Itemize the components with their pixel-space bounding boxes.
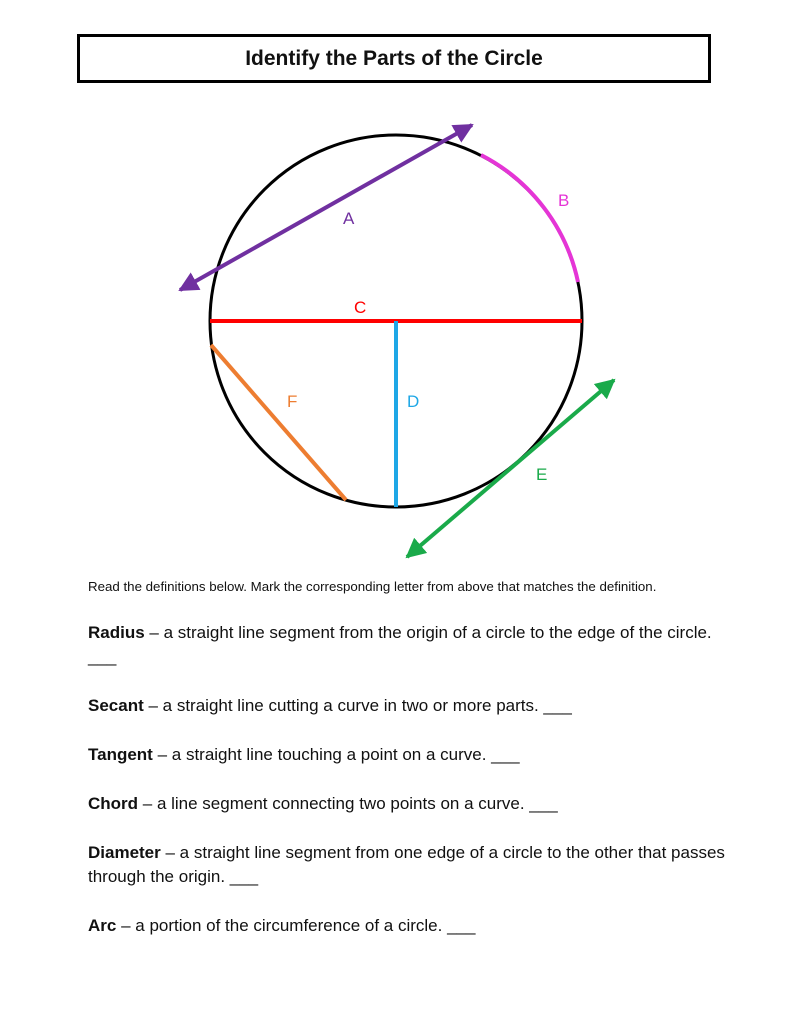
definition-term: Secant [88,696,144,715]
label-e: E [536,465,548,484]
definition-text: – a straight line cutting a curve in two or more parts. ___ [143,696,572,715]
definition-term: Arc [88,916,117,935]
label-a: A [343,209,355,228]
label-d: D [407,392,420,411]
chord-f [211,345,346,500]
label-f: F [287,392,298,411]
definition-text: – a straight line segment from the origin of a circle to the edge of the circle. ___ [88,623,712,666]
definitions-list [88,621,728,963]
definition-term: Diameter [88,843,161,862]
page-title: Identify the Parts of the Circle [245,46,543,70]
definition-term: Chord [88,794,139,813]
definition-item [88,621,728,669]
definition-item [88,841,728,889]
definition-item [88,743,728,767]
definition-item [88,914,728,938]
label-b: B [558,191,570,210]
circle-diagram [0,95,791,575]
arc-b [481,155,578,282]
instructions-text: Read the definitions below. Mark the corresponding letter from above that matches the definition. [88,579,657,594]
definition-term: Radius [88,623,145,642]
definition-item [88,694,728,718]
tangent-e [407,380,614,557]
definition-text: – a straight line segment from one edge of a circle to the other that passes through the origin. ___ [88,843,725,886]
title-box [77,34,711,83]
definition-item [88,792,728,816]
definition-text: – a portion of the circumference of a circle. ___ [116,916,476,935]
definition-text: – a line segment connecting two points on a curve. ___ [138,794,558,813]
label-c: C [354,298,367,317]
definition-text: – a straight line touching a point on a curve. ___ [152,745,520,764]
definition-term: Tangent [88,745,153,764]
